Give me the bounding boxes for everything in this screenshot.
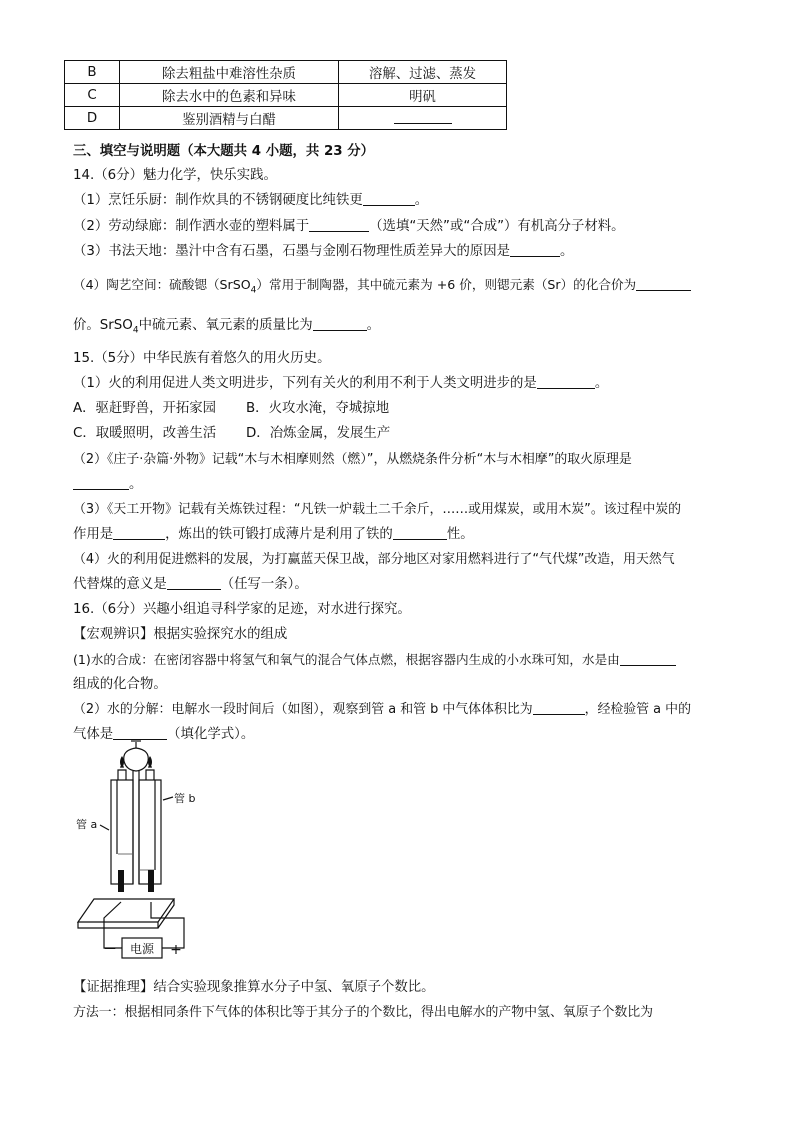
q16-part2: （2）水的分解：电解水一段时间后（如图），观察到管 a 和管 b 中气体体积比为 ，经检验管 a 中的 [73,702,691,717]
tube-b [139,780,161,884]
option-letter: C [65,84,120,107]
q15-stem: 15.（5分）中华民族有着悠久的用火历史。 [73,351,331,366]
q15-part4-cont: 代替煤的意义是 （任写一条）。 [73,577,308,592]
q16-stem: 16.（6分）兴趣小组追寻科学家的足迹，对水进行探究。 [73,602,411,617]
section-heading: 三、填空与说明题（本大题共 4 小题，共 23 分） [73,144,375,159]
q15-part3-cont: 作用是 ，炼出的铁可锻打成薄片是利用了铁的 性。 [73,527,474,542]
electrode-a [118,870,124,892]
option-c: C．取暖照明，改善生活 [73,426,217,441]
answer-blank[interactable] [636,277,691,291]
q16-part1-cont: 组成的化合物。 [73,677,167,692]
tube-a [111,780,133,884]
table-row [65,107,507,130]
q16-zhengju: 【证据推理】结合实验现象推算水分子中氢、氧原子个数比。 [73,980,435,995]
option-b: B．火攻水淹，夺城掠地 [246,401,390,416]
q16-method1: 方法一：根据相同条件下气体的体积比等于其分子的个数比，得出电解水的产物中氢、氧原子个数比为 [73,1005,654,1020]
q15-part4: （4）火的利用促进燃料的发展，为打赢蓝天保卫战，部分地区对家用燃料进行了“气代煤”改造，用天然气 [73,552,675,567]
option-method: 溶解、过滤、蒸发 [339,61,507,84]
answer-blank[interactable] [113,526,165,540]
power-label: 电源 [129,942,155,956]
option-letter: D [65,107,120,130]
option-letter: B [65,61,120,84]
q15-options-cd [73,425,391,443]
q14-part1: （1）烹饪乐厨：制作炊具的不锈钢硬度比纯铁更 。 [73,193,429,208]
q15-part3: （3）《天工开物》记载有关炼铁过程：“凡铁一炉载土二千余斤，……或用煤炭，或用木炭”。该过程中炭的 [73,502,682,517]
answer-blank[interactable] [167,576,221,590]
q15-part2-cont: 。 [73,476,142,494]
q14-stem: 14.（6分）魅力化学，快乐实践。 [73,168,277,183]
q15-part2: （2）《庄子·杂篇·外物》记载“木与木相摩则然（燃）”，从燃烧条件分析“木与木相摩”的取火原理是 [73,452,632,467]
answer-blank[interactable] [363,192,415,206]
q14-part3: （3）书法天地：墨汁中含有石墨，石墨与金刚石物理性质差异大的原因是 。 [73,244,574,259]
q14-part4-cont: 价。SrSO$_4$中硫元素、氧元素的质量比为 。 [73,318,381,336]
option-purpose: 除去粗盐中难溶性杂质 [120,61,339,84]
q15-part1: （1）火的利用促进人类文明进步，下列有关火的利用不利于人类文明进步的是 。 [73,376,609,391]
electrode-b [148,870,154,892]
answer-blank[interactable] [620,652,676,666]
answer-blank[interactable] [309,218,369,232]
tube-a-label: 管 a [76,818,98,831]
answer-blank[interactable] [533,701,585,715]
answer-blank[interactable] [113,726,167,740]
table-row [65,61,507,84]
reservoir-bulb [124,748,149,771]
answer-blank[interactable] [393,526,447,540]
q15-options-ab [73,400,390,418]
minus-sign: － [103,942,117,958]
option-d: D．冶炼金属，发展生产 [246,426,391,441]
plus-sign: + [170,942,182,958]
tube-b-label: 管 b [174,792,196,805]
formula-srso4: SrSO$_4$ [219,277,257,296]
table-row [65,84,507,107]
option-a: A．驱赶野兽，开拓家园 [73,401,217,416]
q14-part2: （2）劳动绿廊：制作洒水壶的塑料属于 （选填“天然”或“合成”）有机高分子材料。 [73,219,625,234]
answer-blank[interactable] [313,317,367,331]
answer-blank[interactable] [73,476,129,490]
answer-blank[interactable] [537,375,595,389]
q14-part4: （4）陶艺空间：硫酸锶（SrSO$_4$）常用于制陶器，其中硫元素为 +6 价，则锶元素（Sr）的化合价为 [73,276,691,300]
answer-blank[interactable] [510,243,560,257]
option-purpose: 鉴别酒精与白醋 [120,107,339,130]
option-method: 明矾 [339,84,507,107]
q16-part1: (1)水的合成：在密闭容器中将氢气和氧气的混合气体点燃，根据容器内生成的小水珠可知，水是由 [73,651,676,669]
q16-part2-cont: 气体是 （填化学式）。 [73,727,255,742]
option-purpose: 除去水中的色素和异味 [120,84,339,107]
formula-srso4: SrSO$_4$ [99,318,139,336]
option-table [64,60,507,130]
q16-hongguan: 【宏观辨识】根据实验探究水的组成 [73,627,288,642]
electrolysis-apparatus-figure [74,742,196,970]
option-method-blank[interactable] [339,107,507,130]
